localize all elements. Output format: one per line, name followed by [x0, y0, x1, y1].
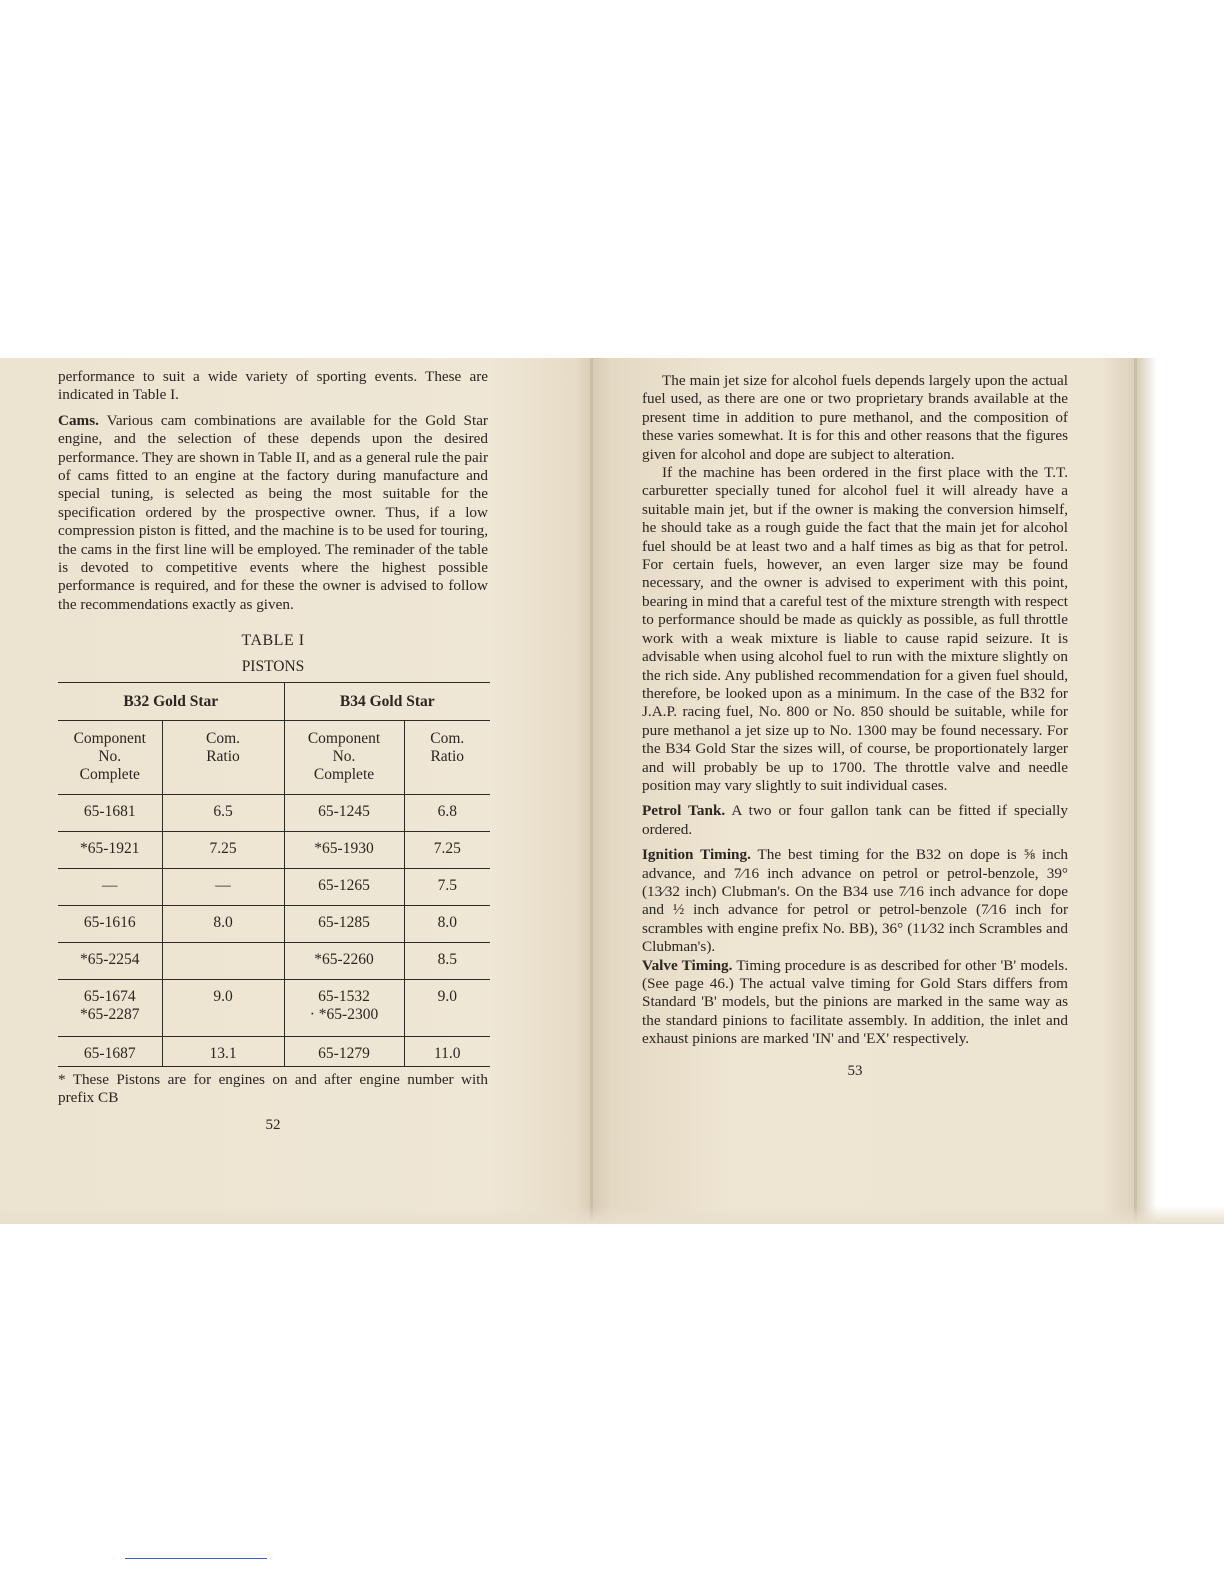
table-cell: 7.25 [404, 832, 490, 869]
col-header-component-b34 [284, 721, 404, 795]
col-header-component-b32 [58, 721, 162, 795]
page-number-left: 52 [265, 1117, 281, 1134]
petrol-tank-para [642, 802, 1068, 839]
table-cell: 9.0 [162, 980, 284, 1037]
group-header-b34: B34 Gold Star [284, 683, 490, 721]
col-header-ratio-b32 [162, 721, 284, 795]
page-edge-right [1134, 358, 1137, 1224]
table-cell: 8.5 [404, 943, 490, 980]
col-header-line: Component [73, 730, 146, 748]
table-cell: 11.0 [404, 1037, 490, 1067]
cams-heading: Cams. [58, 411, 99, 429]
group-header-b32: B32 Gold Star [58, 683, 284, 721]
table-cell: — [58, 869, 162, 906]
left-para-1: performance to suit a wide variety of sporting events. These are indicated in Table I. [58, 368, 488, 404]
table-cell: *65-2254 [58, 943, 162, 980]
valve-timing-text: Timing procedure is as described for other 'B' models. (See page 46.) The actual valve timing for Gold Stars differs from Standard 'B' models, but the pinions are marked in the same way as the standard pinions to facilitate assembly. In addition, the inlet and exhaust pinions are marked 'IN' and 'EX' respectively. [642, 956, 1069, 1048]
table-subtitle: PISTONS [241, 658, 305, 676]
table-cell: 65-1532 · *65-2300 [284, 980, 404, 1037]
col-header-line: Complete [79, 766, 140, 784]
gutter-shadow [590, 358, 593, 1224]
table-cell: 65-1279 [284, 1037, 404, 1067]
table-title: TABLE I [241, 632, 305, 650]
table-cell: 8.0 [162, 906, 284, 943]
col-header-line: Com. [205, 730, 241, 748]
table-cell: 6.8 [404, 795, 490, 832]
col-header-line: Ratio [206, 748, 240, 766]
col-header-line: No. [98, 748, 122, 766]
table-cell: — [162, 869, 284, 906]
petrol-tank-heading: Petrol Tank. [642, 802, 726, 820]
right-para-2: If the machine has been ordered in the first place with the T.T. carburetter specially tuned for alcohol fuel it will already have a suitable main jet, but if the owner is making the conversion himself, he should take as a rough guide the fact that the main jet for alcohol fuel should be at least two and a half times as big as that for petrol. For certain fuels, however, an even larger size may be found necessary, and the owner is advised to experiment with this point, bearing in mind that a careful test of the mixture strength with respect to performance should be made as quickly as possible, as full throttle work with a weak mixture is liable to cause rapid seizure. It is advisable when using alcohol fuel to run with the mixture slightly on the rich side. Any published recommendation for a given fuel should, therefore, be looked upon as a minimum. In the case of the B32 for J.A.P. racing fuel, No. 800 or No. 850 should be suitable, while for pure methanol a jet size up to No. 1300 may be found necessary. For the B34 Gold Star the sizes will, of course, be proportionately larger and will probably be up to 1700. The throttle valve and needle position may vary slightly to suit individual cases. [642, 464, 1068, 794]
table-cell: 6.5 [162, 795, 284, 832]
left-page [58, 368, 488, 1234]
table-cell: *65-1930 [284, 832, 404, 869]
ignition-timing-para [642, 846, 1068, 956]
table-cell: 65-1616 [58, 906, 162, 943]
table-cell: 65-1265 [284, 869, 404, 906]
table-cell: 7.25 [162, 832, 284, 869]
ignition-timing-heading: Ignition Timing. [642, 846, 751, 864]
right-page [642, 372, 1068, 1238]
page-number-right: 53 [847, 1062, 863, 1079]
col-header-line: Ratio [430, 748, 465, 766]
table-cell: 65-1285 [284, 906, 404, 943]
valve-timing-para [642, 957, 1068, 1049]
valve-timing-heading: Valve Timing. [642, 956, 733, 974]
table-row [58, 943, 490, 980]
table-cell: 65-1245 [284, 795, 404, 832]
table-cell: 65-1687 [83, 1045, 136, 1063]
col-header-line: No. [332, 748, 356, 766]
scan-underline [125, 1558, 267, 1559]
cams-text: Various cam combinations are available for the Gold Star engine, and the selection of these depends upon the desired performance. They are shown in Table II, and as a general rule the pair of cams fitted to an engine at the factory during manufacture and special tuning, is selected as being the most suitable for the specification ordered by the prospective owner. Thus, if a low compression piston is fitted, and the machine is to be used for touring, the cams in the first line will be employed. The reminader of the table is devoted to competitive events where the highest possible performance is required, and for these the owner is advised to follow the recommendations exactly as given. [58, 411, 488, 613]
table-row [58, 906, 490, 943]
ignition-timing-text: The best timing for the B32 on dope is ⅝ inch advance, and 7⁄16 inch advance on petrol or petrol-benzole, 39° (13⁄32 inch) Clubman's. On the B34 use 7⁄16 inch advance for dope and ½ inch advance for petrol or petrol-benzole (7⁄16 inch for scrambles with engine prefix No. BB), 36° (11⁄32 inch Scrambles and Clubman's). [642, 846, 1069, 956]
col-header-line: Complete [313, 766, 375, 784]
table-cell: 9.0 [404, 980, 490, 1037]
table-footnote: * These Pistons are for engines on and after engine number with prefix CB [58, 1071, 488, 1107]
left-para-cams [58, 412, 488, 614]
table-cell: 13.1 [162, 1037, 284, 1067]
table-row [58, 869, 490, 906]
table-row [58, 795, 490, 832]
table-cell: 8.0 [404, 906, 490, 943]
table-row [58, 980, 490, 1037]
table-cell [162, 943, 284, 980]
col-header-ratio-b34 [404, 721, 490, 795]
pistons-table [58, 682, 490, 1067]
book-spread [0, 358, 1224, 1224]
col-header-line: Component [307, 730, 381, 748]
table-cell: 7.5 [404, 869, 490, 906]
col-header-line: Com. [430, 730, 465, 748]
table-cell: 65-1681 [58, 795, 162, 832]
table-cell: 65-1674 *65-2287 [58, 980, 162, 1037]
table-row [58, 1037, 490, 1067]
right-para-1: The main jet size for alcohol fuels depends largely upon the actual fuel used, as there are one or two proprietary brands available at the present time in addition to pure methanol, and the composition of these varies somewhat. It is for this and other reasons that the figures given for alcohol and dope are subject to alteration. [642, 372, 1068, 463]
petrol-tank-text: A two or four gallon tank can be fitted if specially ordered. [642, 802, 1068, 838]
table-cell: *65-2260 [284, 943, 404, 980]
table-cell: *65-1921 [58, 832, 162, 869]
table-row [58, 832, 490, 869]
